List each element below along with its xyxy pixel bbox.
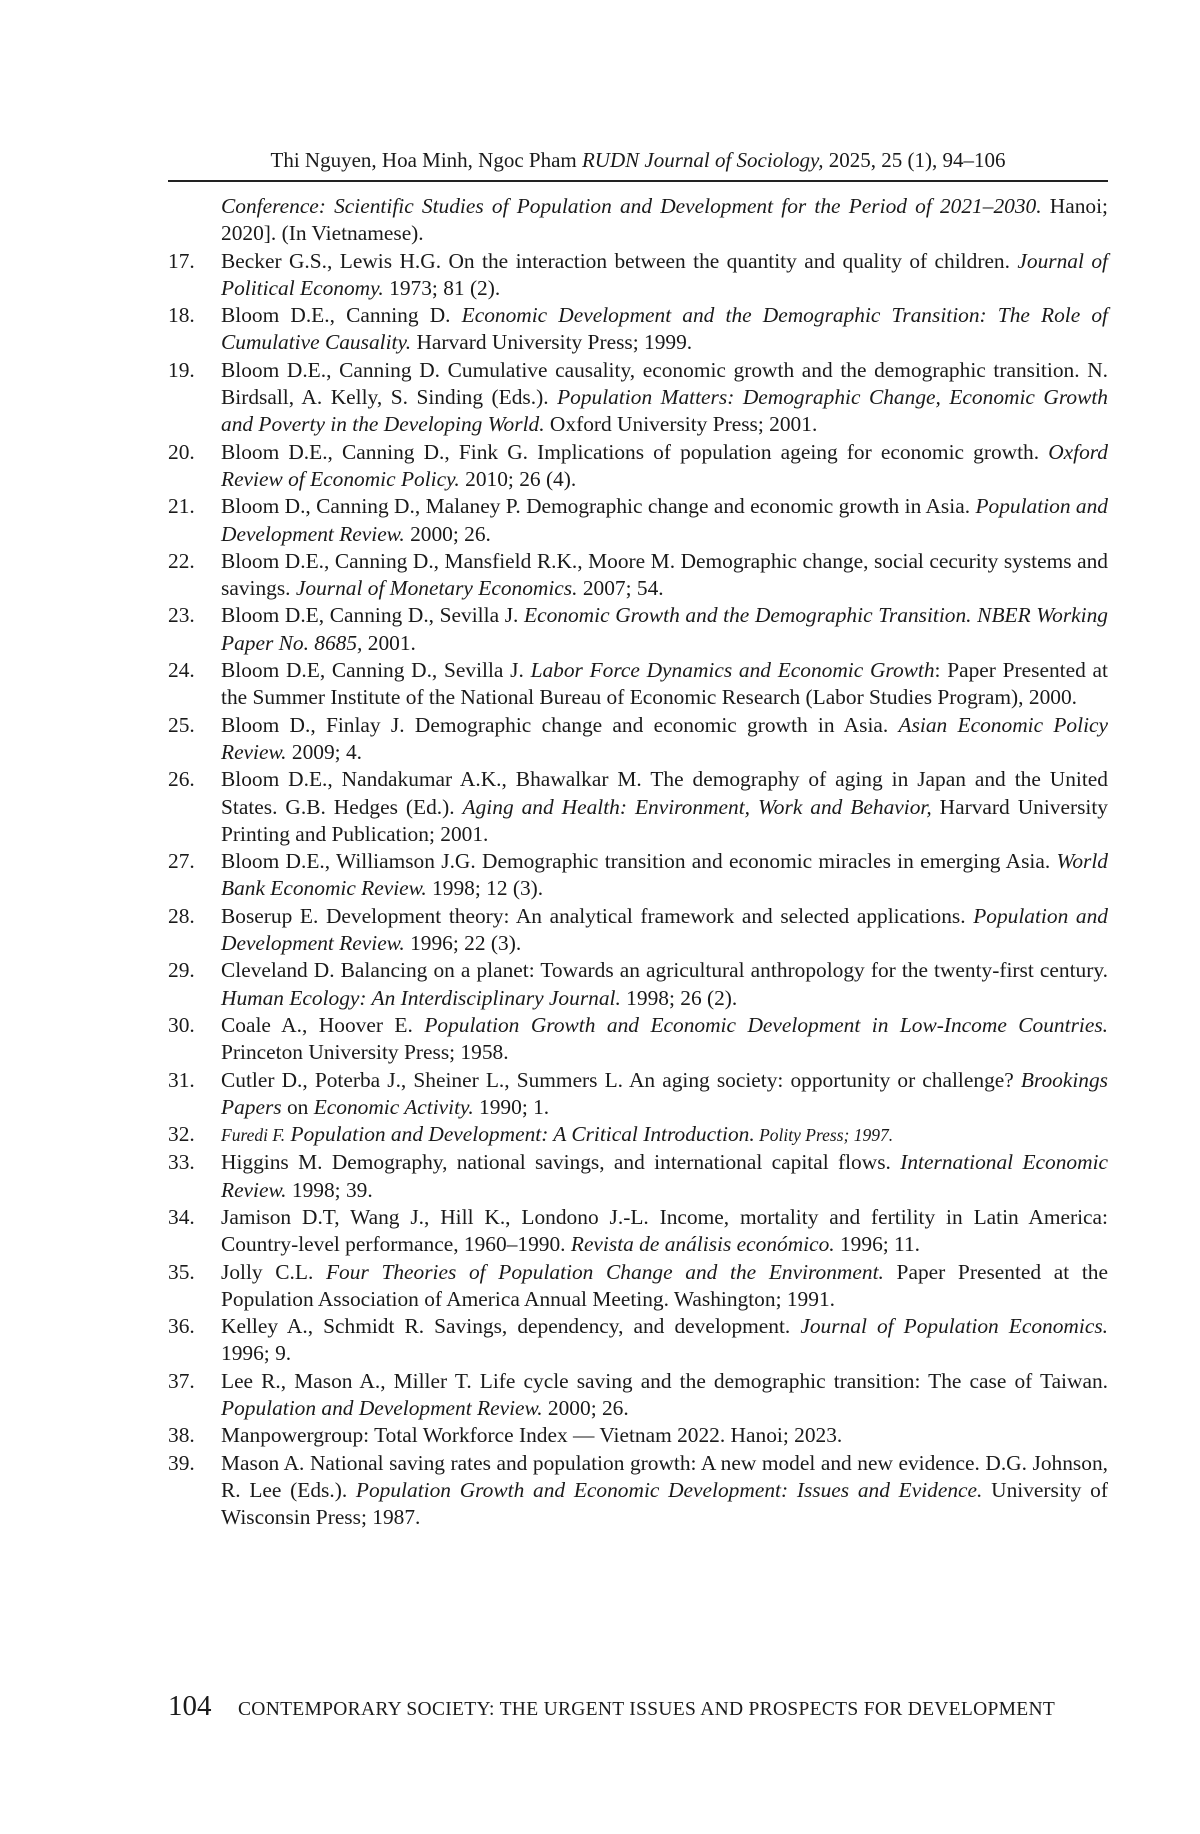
reference-segment: Princeton University Press; 1958.	[221, 1040, 509, 1064]
reference-segment: Bloom D.E., Canning D., Mansfield R.K., Moore M. Demographic change, social cecurity systems and savings.	[221, 549, 1108, 600]
reference-segment: 1996; 11.	[835, 1232, 920, 1256]
reference-italic-segment: Economic Development and the Demographic Transition: The Role of Cumulative Causality.	[221, 303, 1108, 354]
reference-number: 23.	[168, 602, 221, 657]
reference-segment: Becker G.S., Lewis H.G. On the interaction between the quantity and quality of children.	[221, 249, 1017, 273]
reference-number: 31.	[168, 1067, 221, 1122]
reference-segment: 2007; 54.	[577, 576, 663, 600]
reference-italic-segment: Journal of Political Economy.	[221, 249, 1108, 300]
reference-italic-segment: Polity Press; 1997.	[755, 1125, 893, 1145]
reference-number: 24.	[168, 657, 221, 712]
reference-italic-segment: Economic Activity.	[314, 1095, 474, 1119]
reference-item	[168, 1067, 1108, 1122]
reference-text	[221, 957, 1108, 1012]
reference-italic-segment: Labor Force Dynamics and Economic Growth	[531, 658, 935, 682]
reference-segment: 1990; 1.	[474, 1095, 549, 1119]
reference-number: 27.	[168, 848, 221, 903]
reference-number: 29.	[168, 957, 221, 1012]
reference-segment: Hanoi; 2020]. (In Vietnamese).	[221, 194, 1108, 245]
reference-segment: 2000; 26.	[543, 1396, 629, 1420]
reference-item	[168, 493, 1108, 548]
reference-segment: Kelley A., Schmidt R. Savings, dependency, and development.	[221, 1314, 800, 1338]
reference-segment: Paper Presented at the Population Association of America Annual Meeting. Washington; 1991.	[221, 1260, 1108, 1311]
reference-number: 36.	[168, 1313, 221, 1368]
reference-item	[168, 1422, 1108, 1449]
reference-segment: 1998; 26 (2).	[621, 986, 737, 1010]
reference-segment: Higgins M. Demography, national savings, and international capital flows.	[221, 1150, 900, 1174]
reference-item	[168, 302, 1108, 357]
reference-text	[221, 357, 1108, 439]
running-header	[168, 146, 1108, 174]
reference-segment: 1998; 12 (3).	[427, 876, 543, 900]
reference-italic-segment: Oxford Review of Economic Policy.	[221, 440, 1108, 491]
reference-segment: Boserup E. Development theory: An analytical framework and selected applications.	[221, 904, 973, 928]
reference-italic-segment: Furedi F.	[221, 1125, 285, 1145]
reference-number: 30.	[168, 1012, 221, 1067]
reference-number: 38.	[168, 1422, 221, 1449]
reference-segment: 1996; 22 (3).	[405, 931, 521, 955]
reference-segment: Bloom D.E., Williamson J.G. Demographic transition and economic miracles in emerging Asia.	[221, 849, 1056, 873]
header-journal: RUDN Journal of Sociology,	[582, 148, 823, 172]
reference-segment: Lee R., Mason A., Miller T. Life cycle saving and the demographic transition: The case of Taiwan.	[221, 1369, 1108, 1393]
reference-item	[168, 1204, 1108, 1259]
reference-text	[221, 439, 1108, 494]
reference-text	[221, 1368, 1108, 1423]
reference-number: 33.	[168, 1149, 221, 1204]
reference-italic-segment: Population Matters: Demographic Change, Economic Growth and Poverty in the Developing World.	[221, 385, 1108, 436]
reference-italic-segment: Aging and Health: Environment, Work and Behavior,	[463, 795, 932, 819]
reference-segment: Cutler D., Poterba J., Sheiner L., Summers L. An aging society: opportunity or challenge?	[221, 1068, 1021, 1092]
page-number: 104	[168, 1690, 228, 1723]
reference-item	[168, 1121, 1108, 1149]
page	[0, 0, 1200, 1834]
page-footer	[168, 1690, 1108, 1723]
reference-item	[168, 848, 1108, 903]
reference-segment: Manpowergroup: Total Workforce Index — Vietnam 2022. Hanoi; 2023.	[221, 1423, 842, 1447]
reference-text	[221, 302, 1108, 357]
reference-italic-segment: Revista de análisis económico.	[571, 1232, 835, 1256]
reference-segment: Mason A. National saving rates and population growth: A new model and new evidence. D.G. Johnson, R. Lee (Eds.).	[221, 1451, 1108, 1502]
reference-italic-segment: Conference: Scientific Studies of Population and Development for the Period of 2021–2030.	[221, 194, 1042, 218]
reference-italic-segment: Population and Development Review.	[221, 494, 1108, 545]
reference-item	[168, 602, 1108, 657]
reference-item	[168, 439, 1108, 494]
reference-italic-segment: International Economic Review.	[221, 1150, 1108, 1201]
reference-segment: on	[282, 1095, 314, 1119]
reference-italic-segment: Population and Development Review.	[221, 1396, 543, 1420]
reference-segment: Bloom D.E., Canning D. Cumulative causality, economic growth and the demographic transition. N. Birdsall, A. Kelly, S. Sinding (Eds.).	[221, 358, 1108, 409]
reference-text	[221, 193, 1108, 248]
reference-segment: Bloom D., Finlay J. Demographic change and economic growth in Asia.	[221, 713, 899, 737]
reference-number: 34.	[168, 1204, 221, 1259]
reference-italic-segment: Journal of Monetary Economics.	[296, 576, 578, 600]
reference-text	[221, 712, 1108, 767]
reference-list	[168, 193, 1108, 1532]
reference-segment: 1998; 39.	[287, 1178, 373, 1202]
reference-text	[221, 493, 1108, 548]
reference-number: 21.	[168, 493, 221, 548]
reference-text	[221, 1313, 1108, 1368]
reference-text	[221, 1204, 1108, 1259]
reference-number: 39.	[168, 1450, 221, 1532]
reference-segment: 1996; 9.	[221, 1341, 291, 1365]
reference-text	[221, 1259, 1108, 1314]
reference-italic-segment: Journal of Population Economics.	[800, 1314, 1108, 1338]
reference-text	[221, 1450, 1108, 1532]
header-citation: 2025, 25 (1), 94–106	[829, 148, 1006, 172]
journal-section-title: CONTEMPORARY SOCIETY: THE URGENT ISSUES AND PROSPECTS FOR DEVELOPMENT	[238, 1699, 1055, 1721]
reference-number	[168, 193, 221, 248]
reference-segment: : Paper Presented at the Summer Institute of the National Bureau of Economic Research (Labor Studies Program), 2000.	[221, 658, 1108, 709]
reference-segment: Bloom D.E, Canning D., Sevilla J.	[221, 603, 524, 627]
reference-italic-segment: Four Theories of Population Change and the Environment.	[326, 1260, 884, 1284]
reference-segment: Bloom D.E., Canning D., Fink G. Implications of population ageing for economic growth.	[221, 440, 1048, 464]
reference-number: 20.	[168, 439, 221, 494]
reference-segment: Bloom D., Canning D., Malaney P. Demographic change and economic growth in Asia.	[221, 494, 975, 518]
reference-text	[221, 248, 1108, 303]
reference-item	[168, 903, 1108, 958]
reference-item	[168, 1259, 1108, 1314]
reference-number: 28.	[168, 903, 221, 958]
reference-italic-segment: Population and Development: A Critical Introduction.	[285, 1122, 755, 1146]
reference-segment: 2001.	[362, 631, 415, 655]
reference-segment: Harvard University Printing and Publication; 2001.	[221, 795, 1108, 846]
reference-italic-segment: Population and Development Review.	[221, 904, 1108, 955]
reference-segment: 2009; 4.	[287, 740, 362, 764]
reference-text	[221, 1067, 1108, 1122]
reference-item	[168, 1149, 1108, 1204]
reference-text	[221, 1422, 1108, 1449]
reference-number: 26.	[168, 766, 221, 848]
reference-item	[168, 1450, 1108, 1532]
reference-segment: Bloom D.E., Canning D.	[221, 303, 462, 327]
reference-segment: Harvard University Press; 1999.	[411, 330, 692, 354]
reference-item	[168, 766, 1108, 848]
reference-number: 19.	[168, 357, 221, 439]
reference-italic-segment: Human Ecology: An Interdisciplinary Journal.	[221, 986, 621, 1010]
reference-italic-segment: Brookings Papers	[221, 1068, 1108, 1119]
reference-item	[168, 1368, 1108, 1423]
reference-segment: Coale A., Hoover E.	[221, 1013, 424, 1037]
reference-item	[168, 657, 1108, 712]
reference-item	[168, 357, 1108, 439]
reference-text	[221, 1149, 1108, 1204]
reference-text	[221, 848, 1108, 903]
reference-item	[168, 957, 1108, 1012]
reference-text	[221, 548, 1108, 603]
reference-segment: Jolly C.L.	[221, 1260, 326, 1284]
header-rule	[168, 180, 1108, 182]
reference-text	[221, 1121, 1108, 1149]
reference-text	[221, 1012, 1108, 1067]
reference-text	[221, 602, 1108, 657]
reference-number: 25.	[168, 712, 221, 767]
reference-italic-segment: Population Growth and Economic Development: Issues and Evidence.	[356, 1478, 982, 1502]
reference-segment: University of Wisconsin Press; 1987.	[221, 1478, 1108, 1529]
reference-text	[221, 657, 1108, 712]
reference-number: 18.	[168, 302, 221, 357]
reference-text	[221, 903, 1108, 958]
reference-segment: Bloom D.E, Canning D., Sevilla J.	[221, 658, 531, 682]
reference-italic-segment: World Bank Economic Review.	[221, 849, 1108, 900]
reference-item	[168, 1012, 1108, 1067]
reference-segment: 1973; 81 (2).	[384, 276, 500, 300]
reference-segment: Oxford University Press; 2001.	[545, 412, 818, 436]
reference-segment: Jamison D.T, Wang J., Hill K., Londono J.-L. Income, mortality and fertility in Latin America: Country-level performance, 1960–1990.	[221, 1205, 1108, 1256]
reference-italic-segment: Economic Growth and the Demographic Transition. NBER Working Paper No. 8685,	[221, 603, 1108, 654]
reference-segment: 2010; 26 (4).	[460, 467, 576, 491]
reference-item	[168, 248, 1108, 303]
reference-italic-segment: Population Growth and Economic Development in Low-Income Countries.	[424, 1013, 1108, 1037]
reference-number: 37.	[168, 1368, 221, 1423]
reference-text	[221, 766, 1108, 848]
reference-segment: Cleveland D. Balancing on a planet: Towards an agricultural anthropology for the twenty-first century.	[221, 958, 1108, 982]
reference-segment: 2000; 26.	[405, 522, 491, 546]
reference-segment: Bloom D.E., Nandakumar A.K., Bhawalkar M. The demography of aging in Japan and the United States. G.B. Hedges (Ed.).	[221, 767, 1108, 818]
reference-item	[168, 193, 1108, 248]
reference-number: 32.	[168, 1121, 221, 1149]
header-authors: Thi Nguyen, Hoa Minh, Ngoc Pham	[271, 148, 577, 172]
reference-number: 22.	[168, 548, 221, 603]
reference-item	[168, 712, 1108, 767]
reference-item	[168, 548, 1108, 603]
reference-number: 17.	[168, 248, 221, 303]
reference-item	[168, 1313, 1108, 1368]
reference-italic-segment: Asian Economic Policy Review.	[221, 713, 1108, 764]
reference-number: 35.	[168, 1259, 221, 1314]
